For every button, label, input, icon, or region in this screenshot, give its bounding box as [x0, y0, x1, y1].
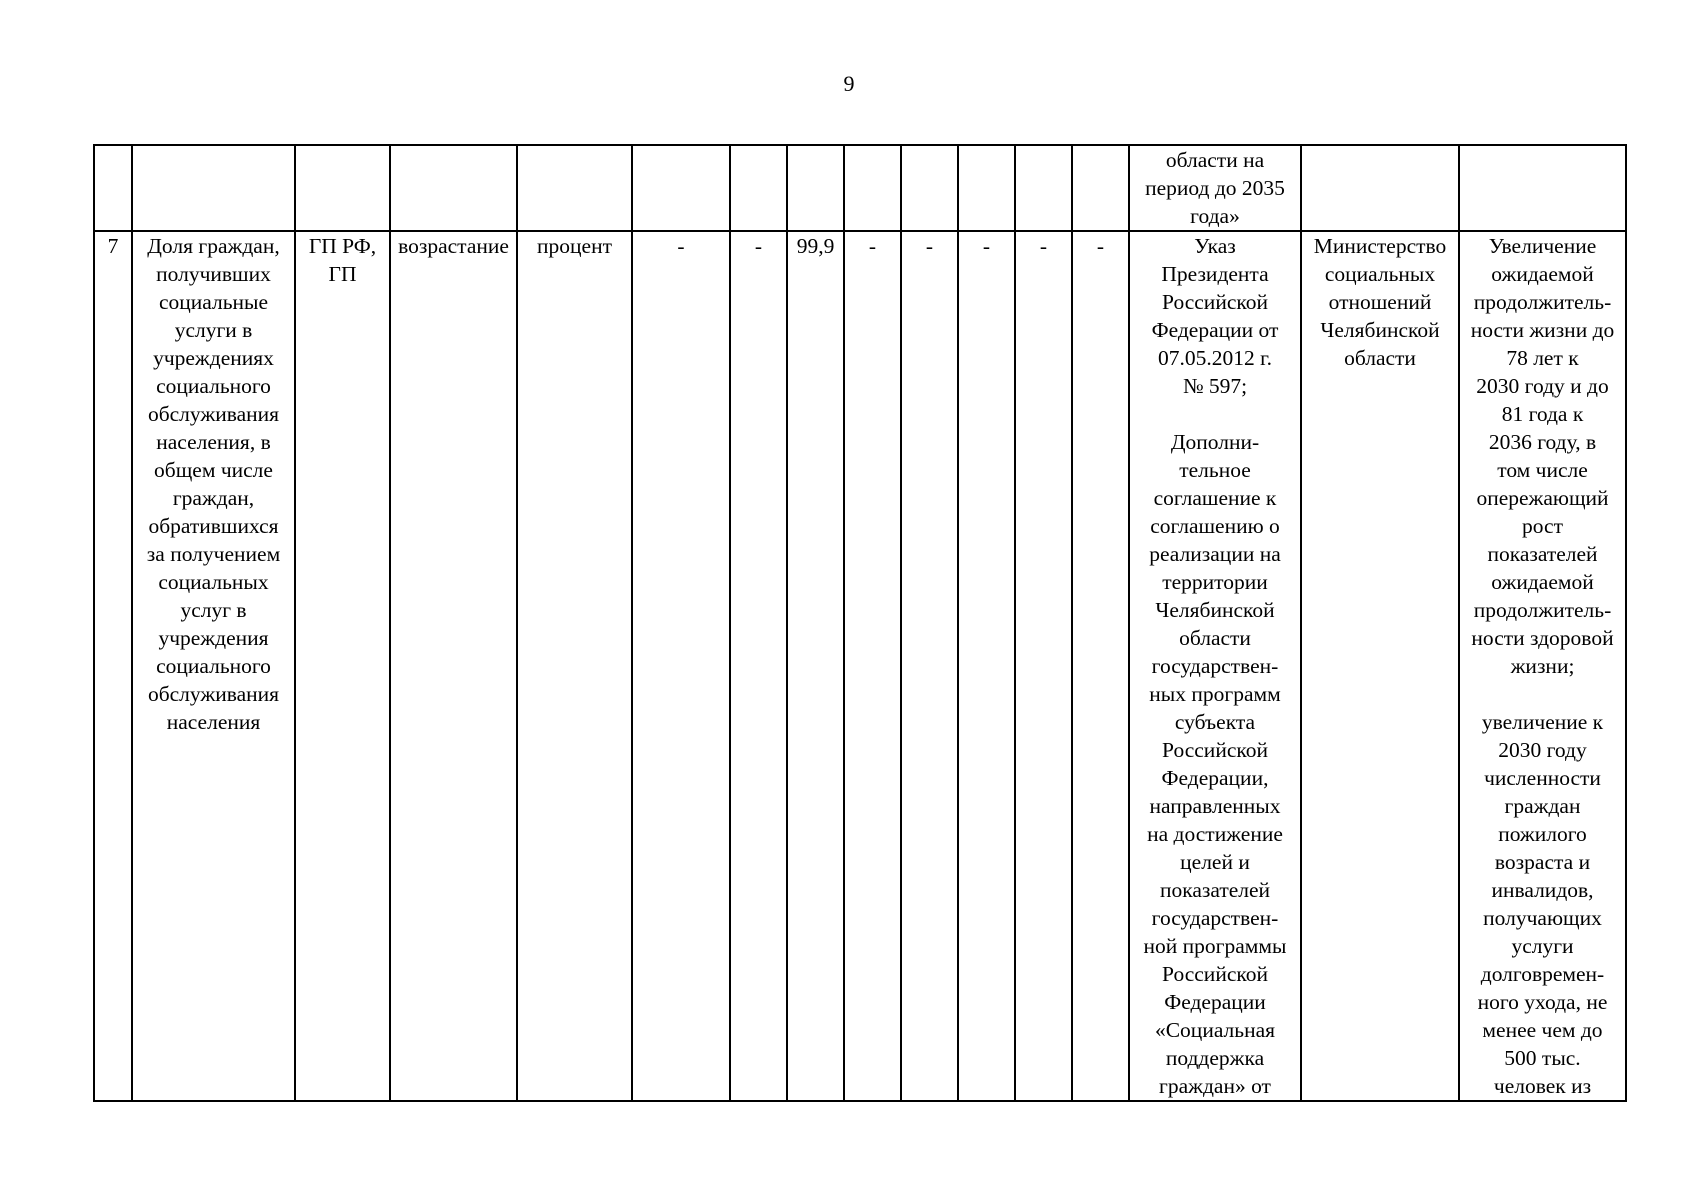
cell-number-empty: [94, 145, 132, 231]
text-line: услуги в: [174, 318, 253, 342]
text-line: 500 тыс.: [1504, 1046, 1581, 1070]
text-line: № 597;: [1182, 374, 1248, 398]
text-line: обслуживания: [147, 682, 280, 706]
text-line: возраста и: [1494, 850, 1591, 874]
text-line: Российской: [1162, 738, 1268, 762]
text-line: населения, в: [156, 430, 271, 454]
text-line: том числе: [1497, 458, 1588, 482]
cell-value-empty: [958, 145, 1015, 231]
text-line: рост: [1522, 514, 1563, 538]
text-line: Увеличение: [1488, 234, 1597, 258]
text-line: показателей: [1159, 878, 1271, 902]
text-line: получающих: [1483, 906, 1602, 930]
text-line: человек из: [1493, 1074, 1592, 1098]
text-line: населения: [166, 710, 261, 734]
text-line: ожидаемой: [1491, 262, 1594, 286]
text-line: 2030 году: [1498, 738, 1587, 762]
text-line: инвалидов,: [1491, 878, 1594, 902]
cell-basis-continued: [1129, 145, 1301, 231]
text-line: Федерации: [1164, 990, 1266, 1014]
text-line: учреждения: [158, 626, 269, 650]
cell-level-empty: [295, 145, 390, 231]
text-line: продолжитель-: [1473, 290, 1612, 314]
text-line: 81 года к: [1501, 402, 1584, 426]
page-number: 9: [843, 71, 855, 96]
cell-value: -: [958, 231, 1015, 1101]
text-line: Дополни-: [1170, 430, 1260, 454]
text-line: на достижение: [1147, 822, 1283, 846]
cell-value: 99,9: [787, 231, 844, 1101]
cell-indicator-name: [132, 231, 295, 1101]
cell-value: -: [844, 231, 901, 1101]
cell-indicator-empty: [132, 145, 295, 231]
text-line: ГП: [328, 262, 357, 286]
cell-unit: процент: [517, 231, 632, 1101]
text-line: ной программы: [1143, 934, 1287, 958]
text-line: жизни;: [1510, 654, 1575, 678]
text-line: области: [1179, 626, 1251, 650]
cell-responsible-empty: [1301, 145, 1459, 231]
text-line: социального: [156, 654, 271, 678]
text-line: социальных: [1324, 262, 1436, 286]
text-line: Доля граждан,: [147, 234, 280, 258]
text-line: ности здоровой: [1471, 626, 1614, 650]
cell-value-empty: [1015, 145, 1072, 231]
text-line: период до 2035: [1145, 176, 1285, 200]
text-line: Российской: [1162, 962, 1268, 986]
text-line: территории: [1162, 570, 1268, 594]
text-line: услуг в: [180, 598, 247, 622]
text-line: Указ: [1194, 234, 1236, 258]
text-line: ГП РФ,: [308, 234, 377, 258]
text-line: показателей: [1487, 542, 1598, 566]
text-line: учреждениях: [153, 346, 274, 370]
text-line: [1133, 400, 1297, 428]
indicators-table: [93, 144, 1627, 1102]
cell-value: -: [1072, 231, 1129, 1101]
text-line: Президента: [1161, 262, 1269, 286]
text-line: тельное: [1179, 458, 1251, 482]
text-line: государствен-: [1151, 654, 1279, 678]
text-line: реализации на: [1149, 542, 1281, 566]
text-line: соглашение к: [1153, 486, 1277, 510]
text-line: менее чем до: [1482, 1018, 1603, 1042]
cell-value: -: [901, 231, 958, 1101]
text-line: продолжитель-: [1473, 598, 1612, 622]
text-line: ного ухода, не: [1477, 990, 1608, 1014]
row-number: 7: [94, 231, 132, 1101]
text-line: опережающий: [1476, 486, 1609, 510]
cell-value: -: [730, 231, 787, 1101]
text-line: целей и: [1180, 850, 1250, 874]
text-line: ности жизни до: [1470, 318, 1615, 342]
text-line: 2030 году и до: [1476, 374, 1609, 398]
text-line: [1463, 680, 1622, 708]
cell-basis: [1129, 231, 1301, 1101]
cell-level: [295, 231, 390, 1101]
table-row: [94, 231, 1626, 1101]
cell-connection: [1459, 231, 1626, 1101]
cell-connection-empty: [1459, 145, 1626, 231]
text-line: государствен-: [1151, 906, 1279, 930]
text-line: общем числе: [154, 458, 273, 482]
cell-value: -: [1015, 231, 1072, 1101]
cell-value-empty: [844, 145, 901, 231]
text-line: 07.05.2012 г.: [1158, 346, 1272, 370]
text-line: численности: [1484, 766, 1601, 790]
text-line: социального: [156, 374, 271, 398]
text-line: Российской: [1162, 290, 1268, 314]
text-line: области: [1344, 346, 1416, 370]
text-line: Челябинской: [1320, 318, 1440, 342]
cell-value-empty: [632, 145, 730, 231]
text-line: обслуживания: [147, 402, 280, 426]
continuation-row: [94, 145, 1626, 231]
text-line: социальных: [158, 570, 269, 594]
text-line: 2036 году, в: [1488, 430, 1597, 454]
cell-value-empty: [787, 145, 844, 231]
cell-value-empty: [1072, 145, 1129, 231]
text-line: граждан» от: [1159, 1074, 1271, 1098]
text-line: Федерации от: [1151, 318, 1279, 342]
text-line: «Социальная: [1154, 1018, 1276, 1042]
text-line: долговремен-: [1480, 962, 1605, 986]
text-line: года»: [1190, 204, 1240, 228]
text-line: за получением: [146, 542, 281, 566]
cell-value-empty: [901, 145, 958, 231]
cell-value-empty: [730, 145, 787, 231]
text-line: граждан,: [172, 486, 255, 510]
text-line: области на: [1165, 148, 1265, 172]
text-line: получивших: [156, 262, 271, 286]
cell-direction: возрастание: [390, 231, 517, 1101]
text-line: направленных: [1149, 794, 1281, 818]
cell-direction-empty: [390, 145, 517, 231]
text-line: услуги: [1511, 934, 1574, 958]
text-line: субъекта: [1174, 710, 1256, 734]
text-line: ожидаемой: [1491, 570, 1594, 594]
text-line: соглашению о: [1150, 514, 1280, 538]
text-line: Федерации,: [1161, 766, 1269, 790]
text-line: увеличение к: [1481, 710, 1604, 734]
text-line: поддержка: [1165, 1046, 1265, 1070]
text-line: обратившихся: [148, 514, 279, 538]
text-line: 78 лет к: [1506, 346, 1579, 370]
text-line: граждан: [1504, 794, 1581, 818]
cell-responsible: [1301, 231, 1459, 1101]
cell-unit-empty: [517, 145, 632, 231]
text-line: социальные: [158, 290, 269, 314]
text-line: ных программ: [1149, 682, 1281, 706]
text-line: отношений: [1328, 290, 1432, 314]
text-line: пожилого: [1498, 822, 1587, 846]
cell-value: -: [632, 231, 730, 1101]
text-line: Министерство: [1313, 234, 1447, 258]
text-line: Челябинской: [1155, 598, 1275, 622]
